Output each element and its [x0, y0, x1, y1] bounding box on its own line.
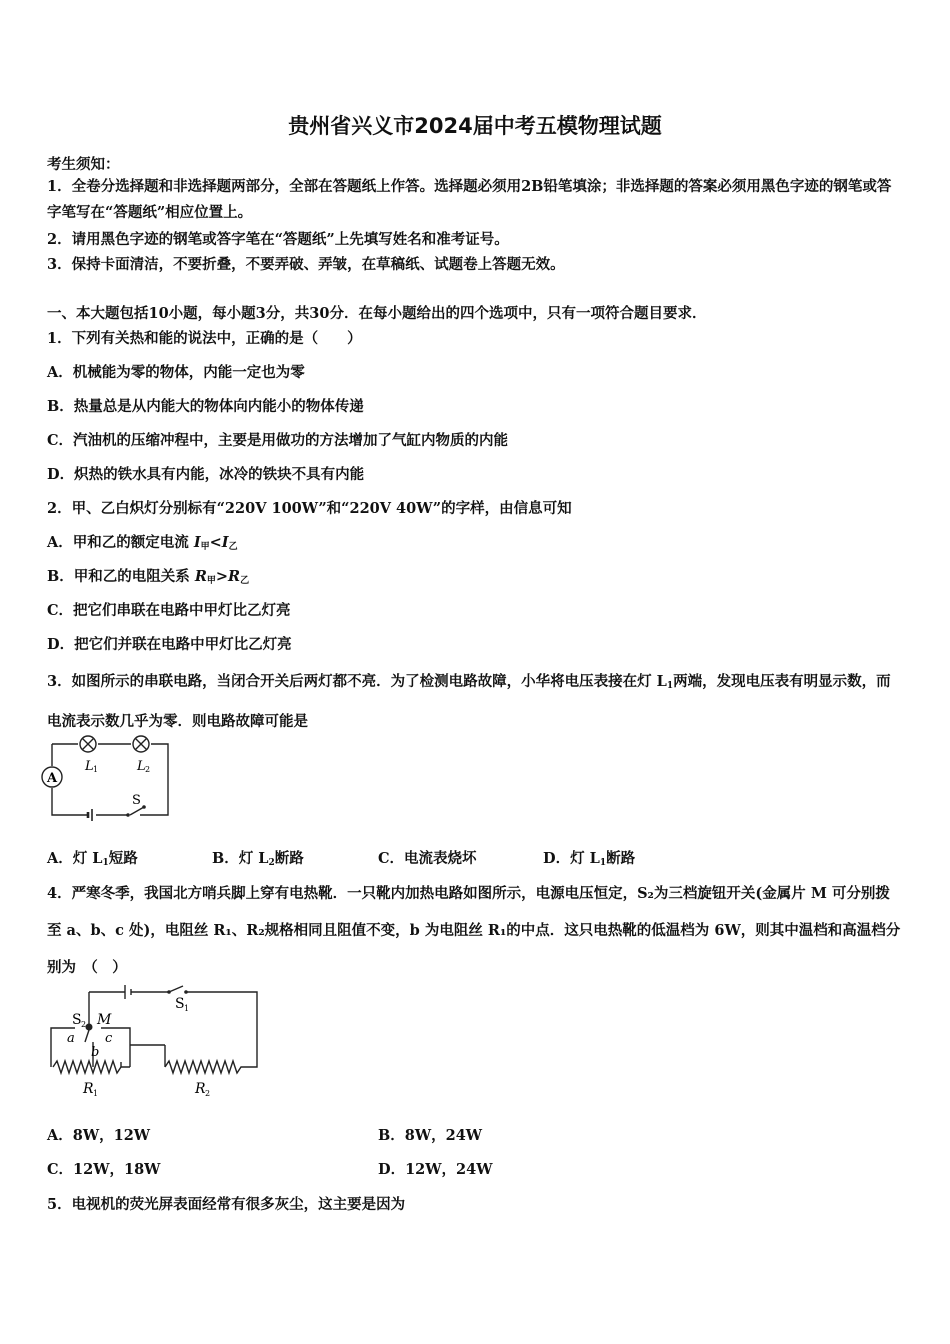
page-title: 贵州省兴义市2024届中考五模物理试题: [288, 114, 662, 138]
q3-option-d: D．灯 $L_1$断路: [543, 850, 636, 868]
resistor-r2-label: R: [195, 1081, 206, 1097]
resistor-r1-label: R: [83, 1081, 94, 1097]
q5-stem: 5．电视机的荧光屏表面经常有很多灰尘，这主要是因为: [47, 1196, 406, 1213]
q2-option-a: A．甲和乙的额定电流 $I_甲<I_乙$: [47, 534, 238, 552]
q4-circuit-diagram: [45, 982, 265, 1102]
resistor-r1-subscript: 1: [93, 1089, 99, 1098]
lamp-l1-subscript: 1: [93, 765, 99, 774]
switch-s1-subscript: 1: [184, 1004, 190, 1013]
q4-stem: 4．严寒冬季，我国北方哨兵脚上穿有电热靴．一只靴内加热电路如图所示，电源电压恒定，S₂为三档旋钮开关(金属片 M 可分别拨至 a、b、c 处)，电阻丝 R₁、R₂规格相同且阻值不变，b 为电阻丝 R₁的中点．这只电热靴的低温档为 6W，则其中温档和高温档分别为 （ ）: [47, 885, 901, 976]
switch-s2-label: S: [72, 1012, 82, 1028]
q3-option-b: B．灯 $L_2$断路: [212, 850, 304, 868]
q4-option-b: B．8W，24W: [378, 1127, 483, 1144]
resistor-r2-subscript: 2: [205, 1089, 211, 1098]
q2-stem: 2．甲、乙白炽灯分别标有“220V 100W”和“220V 40W”的字样，由信息可知: [47, 500, 572, 517]
contact-b-label: b: [91, 1045, 100, 1060]
q1-option-a: A．机械能为零的物体，内能一定也为零: [47, 364, 305, 381]
q1-option-d: D．炽热的铁水具有内能，冰冷的铁块不具有内能: [47, 466, 365, 483]
q2-option-b: B．甲和乙的电阻关系 $R_甲>R_乙$: [47, 568, 250, 586]
switch-s1-label: S: [175, 996, 185, 1012]
q1-option-c: C．汽油机的压缩冲程中，主要是用做功的方法增加了气缸内物质的内能: [47, 432, 509, 449]
switch-s-label: S: [132, 793, 141, 808]
lamp-l2-label: L: [137, 759, 146, 774]
notice-heading: 考生须知：: [47, 156, 120, 173]
q2-option-d: D．把它们并联在电路中甲灯比乙灯亮: [47, 636, 292, 653]
q4-option-a: A．8W，12W: [47, 1127, 151, 1144]
notice-item-1: 1．全卷分选择题和非选择题两部分，全部在答题纸上作答。选择题必须用2B铅笔填涂；非选择题的答案必须用黑色字迹的钢笔或答字笔写在“答题纸”相应位置上。: [47, 178, 892, 221]
q4-option-d: D．12W，24W: [378, 1161, 493, 1178]
ammeter-label: A: [47, 771, 58, 786]
q4-option-c: C．12W，18W: [47, 1161, 161, 1178]
q3-option-a: A．灯 $L_1$短路: [47, 850, 138, 868]
contact-c-label: c: [105, 1031, 113, 1046]
q2-option-c: C．把它们串联在电路中甲灯比乙灯亮: [47, 602, 291, 619]
q3-stem: 3．如图所示的串联电路，当闭合开关后两灯都不亮．为了检测电路故障，小华将电压表接在灯 $L_1$两端，发现电压表有明显示数，而电流表示数几乎为零．则电路故障可能是: [47, 673, 891, 730]
switch-s2-subscript: 2: [81, 1020, 87, 1029]
notice-item-3: 3．保持卡面清洁，不要折叠，不要弄破、弄皱，在草稿纸、试题卷上答题无效。: [47, 256, 565, 273]
notice-item-2: 2．请用黑色字迹的钢笔或答字笔在“答题纸”上先填写姓名和准考证号。: [47, 231, 509, 248]
q1-stem: 1．下列有关热和能的说法中，正确的是（ ）: [47, 330, 362, 347]
q3-circuit-diagram: [40, 732, 180, 824]
q1-option-b: B．热量总是从内能大的物体向内能小的物体传递: [47, 398, 364, 415]
metal-strip-m-label: M: [97, 1012, 112, 1028]
q3-option-c: C．电流表烧坏: [378, 850, 477, 867]
lamp-l1-label: L: [85, 759, 94, 774]
section-heading: 一、本大题包括10小题，每小题3分，共30分．在每小题给出的四个选项中，只有一项符合题目要求．: [47, 305, 707, 322]
contact-a-label: a: [67, 1031, 75, 1046]
lamp-l2-subscript: 2: [145, 765, 151, 774]
